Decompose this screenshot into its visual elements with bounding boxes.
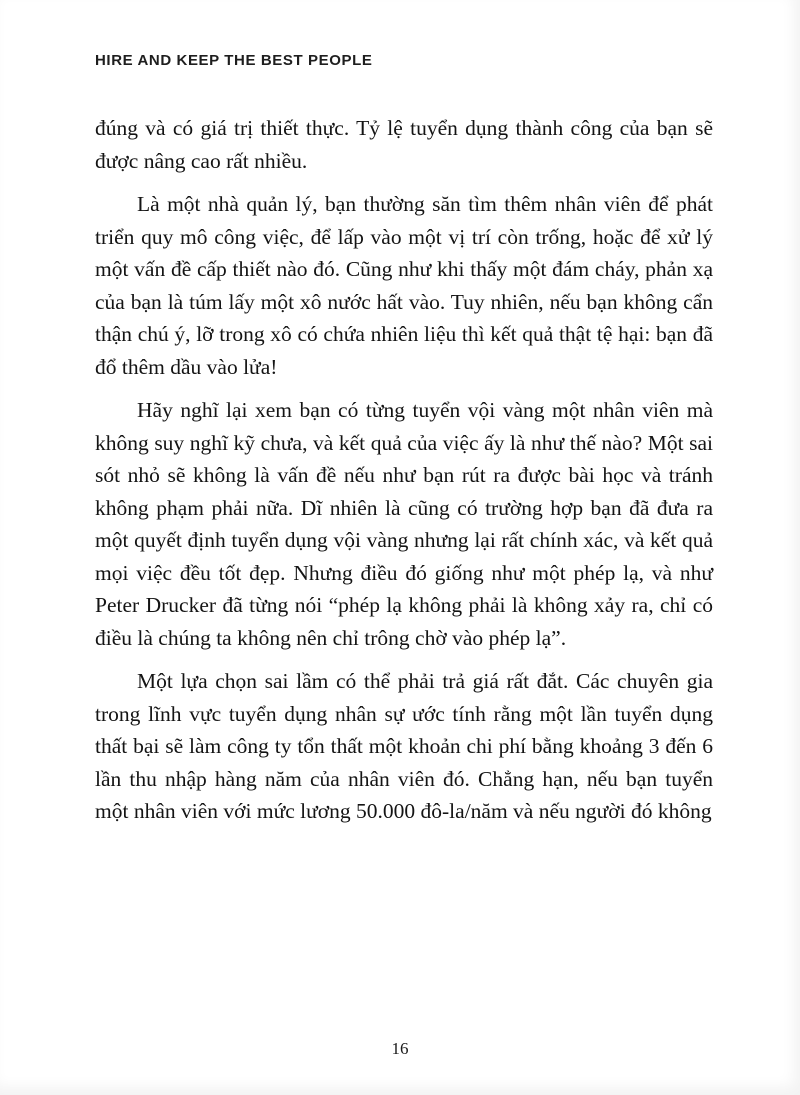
body-text <box>95 112 713 839</box>
body-paragraph: Một lựa chọn sai lầm có thể phải trả giá rất đắt. Các chuyên gia trong lĩnh vực tuyển dụng nhân sự ước tính rằng một lần tuyển dụng thất bại sẽ làm công ty tổn thất một khoản chi phí bằng khoảng 3 đến 6 lần thu nhập hàng năm của nhân viên đó. Chẳng hạn, nếu bạn tuyển một nhân viên với mức lương 50.000 đô-la/năm và nếu người đó không <box>95 669 713 823</box>
body-paragraph: Là một nhà quản lý, bạn thường săn tìm thêm nhân viên để phát triển quy mô công việc, để lấp vào một vị trí còn trống, hoặc để xử lý một vấn đề cấp thiết nào đó. Cũng như khi thấy một đám cháy, phản xạ của bạn là túm lấy một xô nước hất vào. Tuy nhiên, nếu bạn không cẩn thận chú ý, lỡ trong xô có chứa nhiên liệu thì kết quả thật tệ hại: bạn đã đổ thêm dầu vào lửa! <box>95 192 713 379</box>
running-header: HIRE AND KEEP THE BEST PEOPLE <box>95 52 373 69</box>
page-number: 16 <box>391 1039 409 1058</box>
body-paragraph: đúng và có giá trị thiết thực. Tỷ lệ tuyển dụng thành công của bạn sẽ được nâng cao rất nhiều. <box>95 116 713 173</box>
body-paragraph: Hãy nghĩ lại xem bạn có từng tuyển vội vàng một nhân viên mà không suy nghĩ kỹ chưa, và kết quả của việc ấy là như thế nào? Một sai sót nhỏ sẽ không là vấn đề nếu như bạn rút ra được bài học và tránh không phạm phải nữa. Dĩ nhiên là cũng có trường hợp bạn đã đưa ra một quyết định tuyển dụng vội vàng nhưng lại rất chính xác, và kết quả mọi việc đều tốt đẹp. Nhưng điều đó giống như một phép lạ, và như Peter Drucker đã từng nói “phép lạ không phải là không xảy ra, chỉ có điều là chúng ta không nên chỉ trông chờ vào phép lạ”. <box>95 398 713 650</box>
